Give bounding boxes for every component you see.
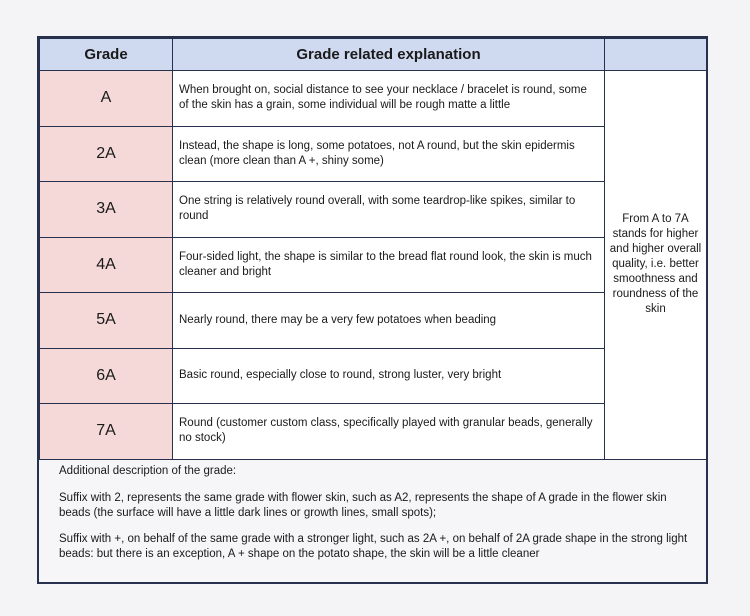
explanation-column-header: Grade related explanation bbox=[173, 39, 605, 71]
explanation-cell: Basic round, especially close to round, strong luster, very bright bbox=[173, 348, 605, 404]
note-column-header bbox=[605, 39, 707, 71]
grade-cell: 7A bbox=[40, 404, 173, 460]
grade-chart-frame bbox=[37, 36, 708, 584]
grade-cell: A bbox=[40, 71, 173, 127]
grade-cell: 4A bbox=[40, 237, 173, 293]
grade-cell: 3A bbox=[40, 182, 173, 238]
additional-description-paragraph: Suffix with 2, represents the same grade with flower skin, such as A2, represents the shape of A grade in the flower skin beads (the surface will have a little dark lines or growth lines, small spots); bbox=[59, 492, 667, 519]
additional-description bbox=[59, 458, 691, 573]
explanation-cell: When brought on, social distance to see your necklace / bracelet is round, some of the skin has a grain, some individual will be rough matte a little bbox=[173, 71, 605, 127]
table-header-row bbox=[40, 39, 707, 71]
explanation-cell: Four-sided light, the shape is similar to the bread flat round look, the skin is much cleaner and bright bbox=[173, 237, 605, 293]
additional-description-title: Additional description of the grade: bbox=[59, 465, 237, 477]
explanation-cell: Instead, the shape is long, some potatoes, not A round, but the skin epidermis clean (more clean than A +, shiny some) bbox=[173, 126, 605, 182]
grade-cell: 5A bbox=[40, 293, 173, 349]
explanation-cell: Nearly round, there may be a very few potatoes when beading bbox=[173, 293, 605, 349]
side-note-cell: From A to 7A stands for higher and higher overall quality, i.e. better smoothness and roundness of the skin bbox=[605, 71, 707, 460]
explanation-cell: Round (customer custom class, specifically played with granular beads, generally no stock) bbox=[173, 404, 605, 460]
grade-table bbox=[39, 38, 707, 460]
table-row bbox=[40, 71, 707, 127]
grade-column-header: Grade bbox=[40, 39, 173, 71]
additional-description-paragraph: Suffix with +, on behalf of the same grade with a stronger light, such as 2A +, on behalf of 2A grade shape in the strong light beads: but there is an exception, A + shape on the potato shape, the skin will be a little cleaner bbox=[59, 533, 688, 560]
grade-cell: 2A bbox=[40, 126, 173, 182]
grade-cell: 6A bbox=[40, 348, 173, 404]
explanation-cell: One string is relatively round overall, with some teardrop-like spikes, similar to round bbox=[173, 182, 605, 238]
